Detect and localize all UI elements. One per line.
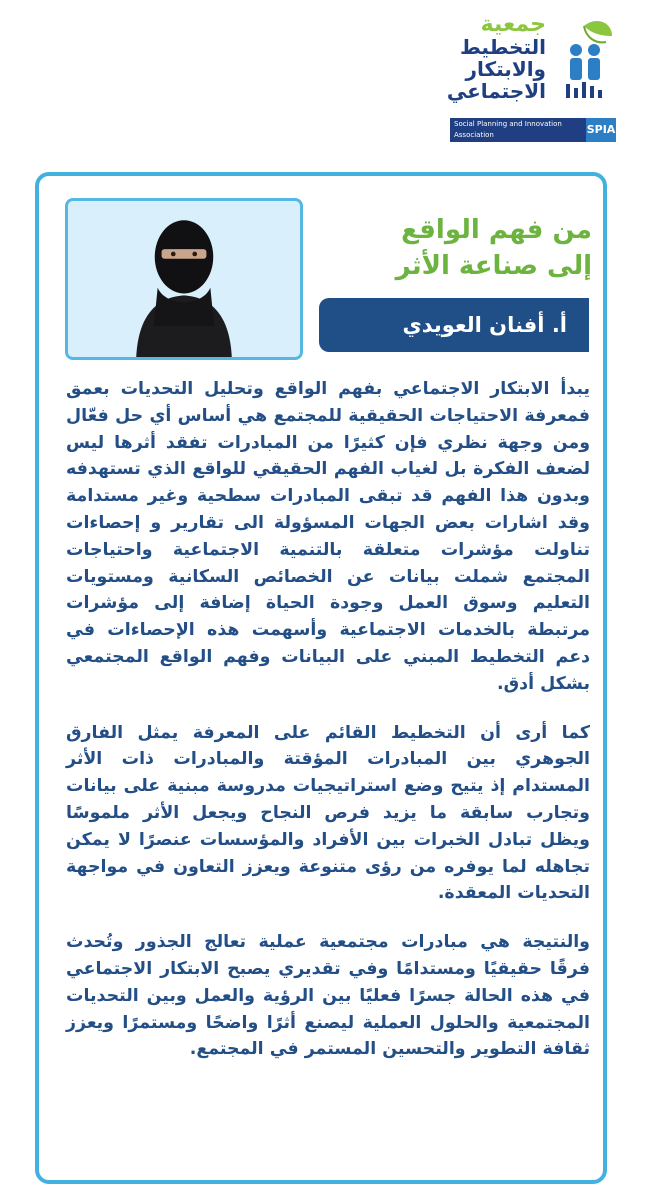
- logo-people-icon: [556, 18, 616, 114]
- paragraph-1: يبدأ الابتكار الاجتماعي بفهم الواقع وتحليل التحديات بعمق فمعرفة الاحتياجات الحقيقية للمجتمع هي أساس أي حل فعّال ومن وجهة نظري فإن كثيرًا من المبادرات تفقد أثرها ليس لضعف الفكرة بل لغياب الفهم الحقيقي للواقع الذي تستهدفه وبدون هذا الفهم قد تبقى المبادرات سطحية وغير مستدامة وقد اشارات بعض الجهات المسؤولة الى تقارير و إحصاءات تناولت مؤشرات متعلقة بالتنمية الاجتماعية واحتياجات المجتمع شملت بيانات عن الخصائص السكانية ومستويات التعليم وسوق العمل وجودة الحياة إضافة إلى مؤشرات مرتبطة بالخدمات الاجتماعية وأسهمت هذه الإحصاءات في دعم التخطيط المبني على البيانات وفهم الواقع المجتمعي بشكل أدق.: [66, 379, 590, 694]
- article-body: [66, 376, 590, 1085]
- author-photo: [65, 198, 303, 360]
- article-title: [332, 212, 592, 284]
- logo-line-1: جمعية: [480, 12, 546, 37]
- logo-line-3: والابتكار: [465, 57, 546, 81]
- author-name-banner: أ. أفنان العويدي: [319, 298, 589, 352]
- author-silhouette-image: [68, 201, 300, 357]
- paragraph-2: كما أرى أن التخطيط القائم على المعرفة يمثل الفارق الجوهري بين المبادرات المؤقتة والمبادرات ذات الأثر المستدام إذ يتيح وضع استراتيجيات مدروسة مبنية على بيانات وتجارب سابقة ما يزيد فرص النجاح ويجعل الأثر ملموسًا ويظل تبادل الخبرات بين الأفراد والمؤسسات عنصرًا لا يمكن تجاهله لما يوفره من رؤى متنوعة ويعزز التعاون في مواجهة التحديات المعقدة.: [66, 722, 590, 904]
- association-logo: [446, 12, 616, 144]
- title-line-2: إلى صناعة الأثر: [395, 251, 592, 281]
- logo-arabic-name: [406, 14, 546, 102]
- logo-line-4: الاجتماعي: [446, 79, 546, 103]
- title-line-1: من فهم الواقع: [401, 215, 592, 245]
- logo-english-name: Social Planning and Innovation Association: [450, 118, 586, 142]
- logo-abbreviation: SPIA: [586, 118, 616, 142]
- paragraph-3: والنتيجة هي مبادرات مجتمعية عملية تعالج الجذور وتُحدث فرقًا حقيقيًا ومستدامًا وفي تقديري يصبح الابتكار الاجتماعي في هذه الحالة جسرًا فعليًا بين الرؤية والعمل وبين التحديات المجتمعية والحلول العملية ليصنع أثرًا واضحًا ومستمرًا ويعزز ثقافة التطوير والتحسين المستمر في المجتمع.: [66, 932, 590, 1060]
- logo-line-2: التخطيط: [459, 35, 546, 59]
